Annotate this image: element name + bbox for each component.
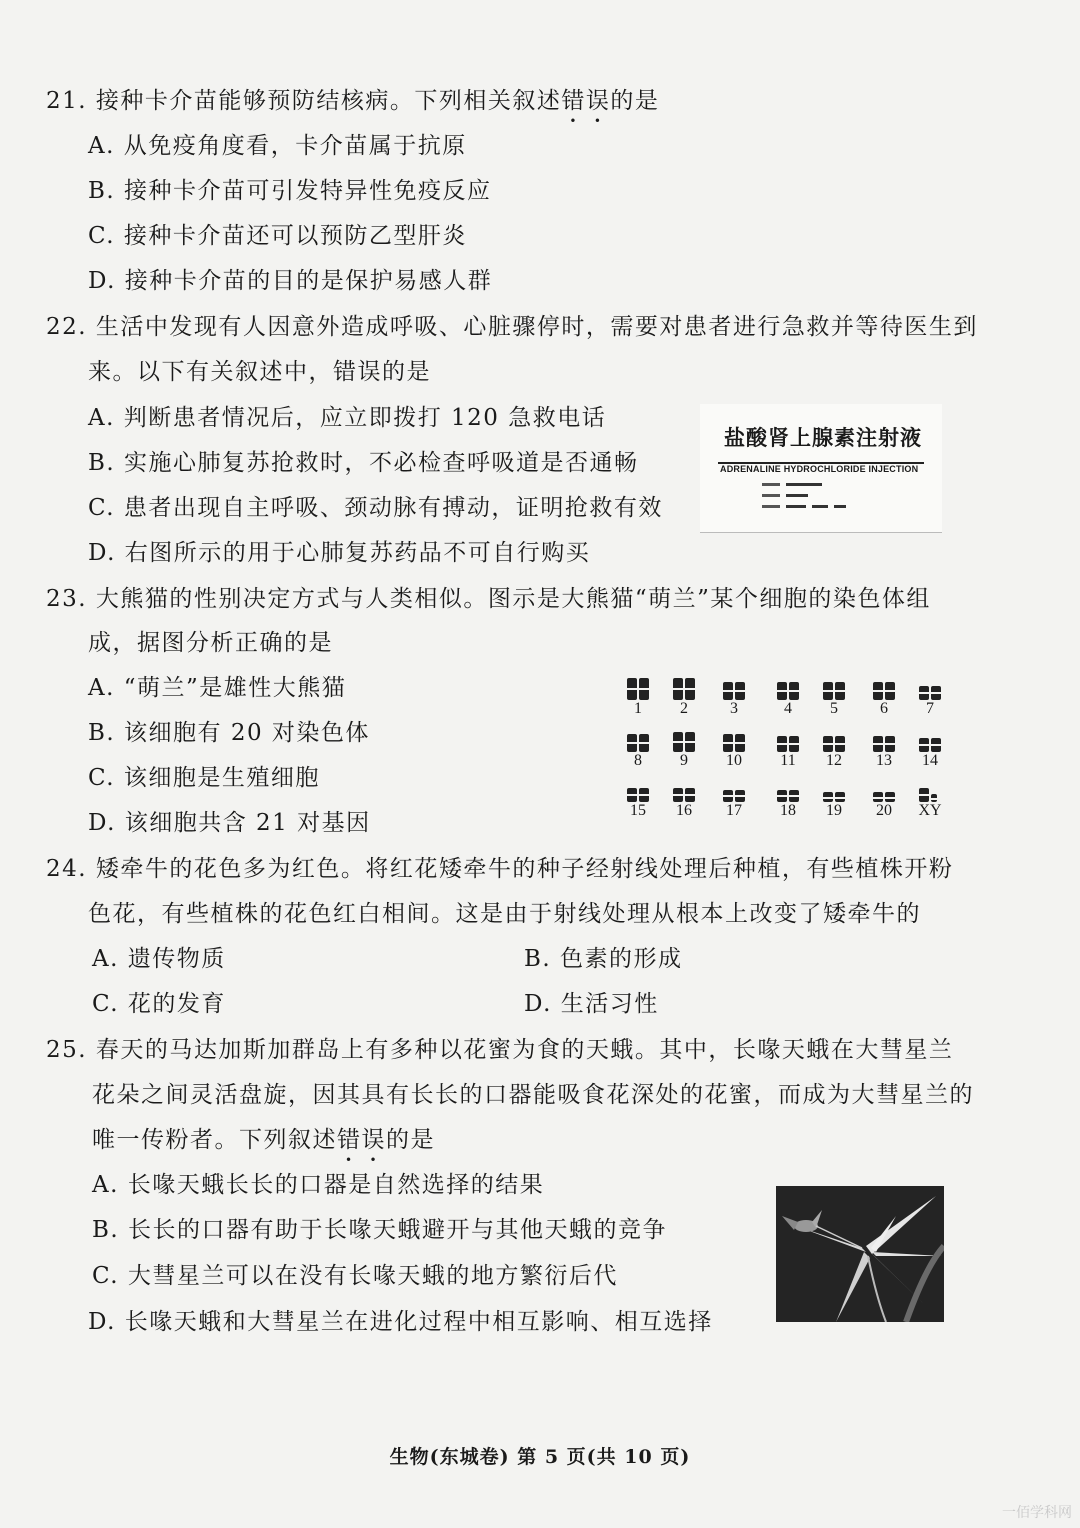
chromosome-pair-12 [814, 728, 854, 770]
chromosome-pair-1 [618, 676, 658, 718]
chromosome-glyph [915, 728, 945, 752]
q24-stem-line1: 24. 矮牵牛的花色多为红色。将红花矮牵牛的种子经射线处理后种植，有些植株开粉 [46, 856, 954, 882]
chromosome-glyph [669, 778, 699, 802]
chromosome-number-label: 12 [826, 752, 842, 769]
q21-stem-emphasis: 错误 [561, 88, 611, 114]
q23-stem-line2: 成，据图分析正确的是 [88, 630, 333, 656]
chromosome-glyph [819, 676, 849, 700]
q22-stem-line2: 来。以下有关叙述中，错误的是 [88, 359, 431, 385]
chromosome-pair-7 [910, 676, 950, 718]
chromosome-pair-2 [664, 676, 704, 718]
chromosome-pair-14 [910, 728, 950, 770]
chromosome-glyph [669, 676, 699, 700]
q21-stem-text: 21. 接种卡介苗能够预防结核病。下列相关叙述 [46, 88, 562, 114]
q22-option-a: A. 判断患者情况后，应立即拨打 120 急救电话 [88, 405, 607, 431]
q25-stem-line3-text: 唯一传粉者。下列叙述 [92, 1127, 337, 1153]
chromosome-pair-16 [664, 778, 704, 820]
q22-option-c: C. 患者出现自主呼吸、颈动脉有搏动，证明抢救有效 [88, 495, 663, 521]
chromosome-pair-8 [618, 728, 658, 770]
chromosome-glyph [623, 778, 653, 802]
chromosome-number-label: 4 [784, 700, 792, 717]
q25-stem-end: 的是 [386, 1127, 435, 1153]
chromosome-glyph [669, 728, 699, 752]
chromosome-pair-10 [714, 728, 754, 770]
chromosome-glyph [623, 676, 653, 700]
chromosome-pair-18 [768, 778, 808, 820]
q25-stem-line1: 25. 春天的马达加斯加群岛上有多种以花蜜为食的天蛾。其中，长喙天蛾在大彗星兰 [46, 1037, 954, 1063]
moth-orchid-photo [776, 1186, 944, 1322]
chromosome-pair-9 [664, 728, 704, 770]
chromosome-glyph [915, 778, 945, 802]
chromosome-pair-4 [768, 676, 808, 718]
chromosome-glyph [869, 728, 899, 752]
q23-option-a: A. “萌兰”是雄性大熊猫 [88, 675, 347, 701]
drug-label-small-print [762, 480, 892, 520]
chromosome-number-label: 20 [876, 802, 892, 819]
chromosome-number-label: 17 [726, 802, 742, 819]
chromosome-glyph [773, 778, 803, 802]
karyotype-figure [618, 676, 948, 836]
chromosome-glyph [915, 676, 945, 700]
q22-option-b: B. 实施心肺复苏抢救时，不必检查呼吸道是否通畅 [88, 450, 639, 476]
q25-stem-line3 [92, 1125, 435, 1167]
chromosome-glyph [773, 676, 803, 700]
q24-option-d: D. 生活习性 [524, 991, 659, 1017]
chromosome-glyph [623, 728, 653, 752]
drug-label-subtitle: ADRENALINE HYDROCHLORIDE INJECTION [720, 464, 919, 474]
chromosome-pair-xy [910, 778, 950, 820]
chromosome-number-label: 14 [922, 752, 938, 769]
q21-stem-end: 的是 [610, 88, 660, 114]
drug-label-image [700, 404, 942, 533]
chromosome-number-label: 9 [680, 752, 688, 769]
chromosome-pair-20 [864, 778, 904, 820]
q22-option-d: D. 右图所示的用于心肺复苏药品不可自行购买 [88, 540, 591, 566]
chromosome-pair-11 [768, 728, 808, 770]
chromosome-number-label: 19 [826, 802, 842, 819]
q25-option-d: D. 长喙天蛾和大彗星兰在进化过程中相互影响、相互选择 [88, 1309, 713, 1335]
chromosome-number-label: 18 [780, 802, 796, 819]
chromosome-glyph [719, 778, 749, 802]
q21-option-a: A. 从免疫角度看，卡介苗属于抗原 [88, 133, 467, 159]
chromosome-number-label: 10 [726, 752, 742, 769]
q25-option-b: B. 长长的口器有助于长喙天蛾避开与其他天蛾的竞争 [92, 1217, 668, 1243]
chromosome-number-label: 5 [830, 700, 838, 717]
chromosome-number-label: 15 [630, 802, 646, 819]
q23-stem-line1: 23. 大熊猫的性别决定方式与人类相似。图示是大熊猫“萌兰”某个细胞的染色体组 [46, 586, 931, 612]
page-footer: 生物(东城卷) 第 5 页(共 10 页) [389, 1446, 691, 1468]
chromosome-glyph [819, 728, 849, 752]
chromosome-number-label: 2 [680, 700, 688, 717]
q25-stem-emphasis: 错误 [337, 1127, 386, 1153]
q21-option-c: C. 接种卡介苗还可以预防乙型肝炎 [88, 223, 467, 249]
chromosome-number-label: 1 [634, 700, 642, 717]
q24-option-b: B. 色素的形成 [524, 946, 683, 972]
q25-stem-line2: 花朵之间灵活盘旋，因其具有长长的口器能吸食花深处的花蜜，而成为大彗星兰的 [92, 1082, 974, 1108]
chromosome-number-label: 11 [780, 752, 796, 769]
chromosome-number-label: 3 [730, 700, 738, 717]
q22-stem-line1: 22. 生活中发现有人因意外造成呼吸、心脏骤停时，需要对患者进行急救并等待医生到 [46, 314, 978, 340]
drug-label-title: 盐酸肾上腺素注射液 [724, 425, 922, 450]
chromosome-number-label: 7 [926, 700, 934, 717]
q21-stem [46, 86, 659, 128]
chromosome-pair-15 [618, 778, 658, 820]
chromosome-pair-5 [814, 676, 854, 718]
q21-option-b: B. 接种卡介苗可引发特异性免疫反应 [88, 178, 492, 204]
q25-option-a: A. 长喙天蛾长长的口器是自然选择的结果 [92, 1172, 545, 1198]
chromosome-glyph [719, 728, 749, 752]
q24-option-c: C. 花的发育 [92, 991, 226, 1017]
q23-option-c: C. 该细胞是生殖细胞 [88, 765, 320, 791]
chromosome-pair-17 [714, 778, 754, 820]
q21-option-d: D. 接种卡介苗的目的是保护易感人群 [88, 268, 493, 294]
q25-option-c: C. 大彗星兰可以在没有长喙天蛾的地方繁衍后代 [92, 1263, 618, 1289]
chromosome-glyph [819, 778, 849, 802]
chromosome-number-label: XY [918, 802, 942, 819]
chromosome-glyph [869, 676, 899, 700]
chromosome-pair-13 [864, 728, 904, 770]
chromosome-number-label: 8 [634, 752, 642, 769]
chromosome-number-label: 13 [876, 752, 892, 769]
q23-option-d: D. 该细胞共含 21 对基因 [88, 810, 371, 836]
chromosome-number-label: 6 [880, 700, 888, 717]
q23-option-b: B. 该细胞有 20 对染色体 [88, 720, 370, 746]
chromosome-pair-3 [714, 676, 754, 718]
q24-stem-line2: 色花，有些植株的花色红白相间。这是由于射线处理从根本上改变了矮牵牛的 [88, 901, 921, 927]
chromosome-pair-6 [864, 676, 904, 718]
chromosome-glyph [719, 676, 749, 700]
chromosome-glyph [773, 728, 803, 752]
chromosome-glyph [869, 778, 899, 802]
q24-option-a: A. 遗传物质 [92, 946, 226, 972]
chromosome-number-label: 16 [676, 802, 692, 819]
chromosome-pair-19 [814, 778, 854, 820]
watermark: 一佰学科网 [1002, 1505, 1072, 1521]
